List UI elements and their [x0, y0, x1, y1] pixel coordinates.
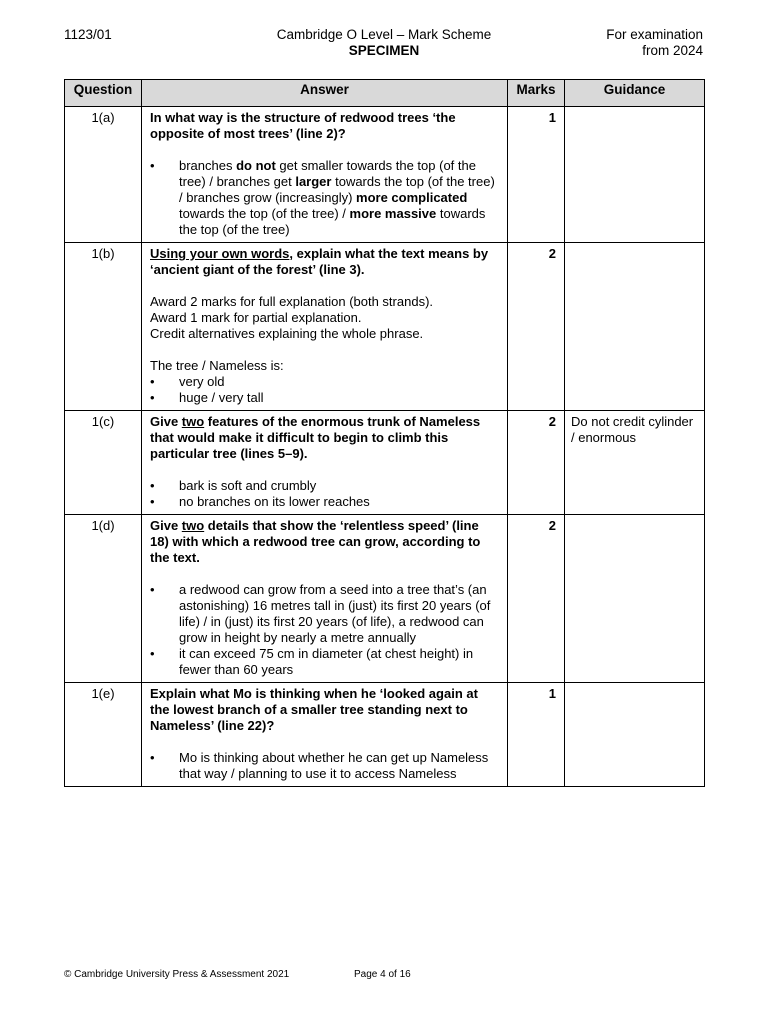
column-header-question: Question — [65, 80, 142, 107]
question-number: 1(b) — [65, 243, 142, 411]
marking-note: Award 1 mark for partial explanation. — [150, 310, 362, 325]
answer-bullet: • a redwood can grow from a seed into a tree that’s (an astonishing) 16 metres tall in (just) its first 20 years (of life) / in (just) its first 20 years (of life), a redwood can grow in height by nearly a metre annually — [150, 582, 499, 646]
table-header-row — [65, 80, 705, 107]
answer-cell — [142, 411, 508, 515]
mark-scheme-table — [64, 79, 705, 787]
page-number: Page 4 of 16 — [354, 969, 411, 980]
question-text: In what way is the structure of redwood trees ‘the opposite of most trees’ (line 2)? — [150, 110, 456, 141]
table-row — [65, 411, 705, 515]
table-row — [65, 515, 705, 683]
question-number: 1(d) — [65, 515, 142, 683]
answer-bullet: • no branches on its lower reaches — [150, 494, 499, 510]
question-text: Using your own words, explain what the text means by ‘ancient giant of the forest’ (line 3). — [150, 246, 489, 277]
answer-bullet: • huge / very tall — [150, 390, 499, 406]
marks-value: 2 — [508, 243, 565, 411]
guidance-cell — [565, 107, 705, 243]
exam-year-note — [606, 27, 703, 59]
guidance-cell: Do not credit cylinder / enormous — [565, 411, 705, 515]
marks-value: 2 — [508, 411, 565, 515]
column-header-guidance: Guidance — [565, 80, 705, 107]
answer-bullet: • bark is soft and crumbly — [150, 478, 499, 494]
copyright-notice: © Cambridge University Press & Assessment 2021 — [64, 969, 290, 980]
answer-lead: The tree / Nameless is: — [150, 358, 284, 373]
answer-bullet: • it can exceed 75 cm in diameter (at chest height) in fewer than 60 years — [150, 646, 499, 678]
guidance-cell — [565, 683, 705, 787]
answer-cell — [142, 515, 508, 683]
answer-bullet: • branches do not get smaller towards the top (of the tree) / branches get larger towards the top (of the tree) / branches grow (increasingly) more complicated towards the top (of the tree) / more massive towards the top (of the tree) — [150, 158, 499, 238]
question-text: Give two features of the enormous trunk of Nameless that would make it difficult to begin to climb this particular tree (lines 5–9). — [150, 414, 481, 461]
guidance-cell — [565, 243, 705, 411]
answer-list — [150, 750, 499, 782]
question-number: 1(c) — [65, 411, 142, 515]
exam-line-1: For examination — [606, 27, 703, 42]
column-header-answer: Answer — [142, 80, 508, 107]
answer-cell — [142, 243, 508, 411]
answer-list — [150, 582, 499, 678]
table-row — [65, 243, 705, 411]
specimen-label: SPECIMEN — [348, 43, 420, 58]
question-text: Explain what Mo is thinking when he ‘looked again at the lowest branch of a smaller tree standing next to Nameless’ (line 22)? — [150, 686, 478, 733]
marking-note: Award 2 marks for full explanation (both strands). — [150, 294, 434, 309]
column-header-marks: Marks — [508, 80, 565, 107]
answer-list — [150, 478, 499, 510]
exam-line-2: from 2024 — [642, 43, 703, 58]
table-row — [65, 107, 705, 243]
marks-value: 1 — [508, 683, 565, 787]
paper-code: 1123/01 — [64, 27, 112, 42]
answer-list — [150, 158, 499, 238]
guidance-cell — [565, 515, 705, 683]
question-text: Give two details that show the ‘relentless speed’ (line 18) with which a redwood tree can grow, according to the text. — [150, 518, 481, 565]
answer-list — [150, 374, 499, 406]
marks-value: 2 — [508, 515, 565, 683]
marking-note: Credit alternatives explaining the whole phrase. — [150, 326, 424, 341]
title-line: Cambridge O Level – Mark Scheme — [276, 27, 492, 42]
question-number: 1(a) — [65, 107, 142, 243]
marks-value: 1 — [508, 107, 565, 243]
answer-cell — [142, 107, 508, 243]
answer-cell — [142, 683, 508, 787]
answer-bullet: • very old — [150, 374, 499, 390]
answer-bullet: • Mo is thinking about whether he can get up Nameless that way / planning to use it to access Nameless — [150, 750, 499, 782]
table-row — [65, 683, 705, 787]
question-number: 1(e) — [65, 683, 142, 787]
